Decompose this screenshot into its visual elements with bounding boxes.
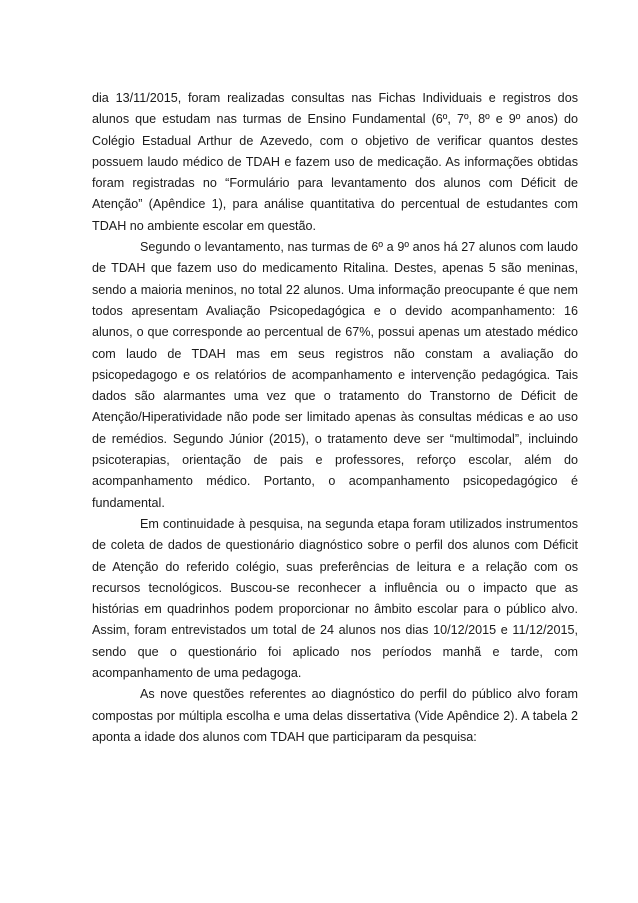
paragraph-4: As nove questões referentes ao diagnóstico do perfil do público alvo foram compostas por múltipla escolha e uma delas dissertativa (Vide Apêndice 2). A tabela 2 aponta a idade dos alunos com TDAH que participaram da pesquisa: xyxy=(92,687,578,744)
paragraph-1: dia 13/11/2015, foram realizadas consultas nas Fichas Individuais e registros dos alunos que estudam nas turmas de Ensino Fundamental (6º, 7º, 8º e 9º anos) do Colégio Estadual Arthur de Azevedo, com o objetivo de verificar quantos destes possuem laudo médico de TDAH e fazem uso de medicação. As informações obtidas foram registradas no “Formulário para levantamento dos alunos com Déficit de Atenção” (Apêndice 1), para análise quantitativa do percentual de estudantes com TDAH no ambiente escolar em questão. xyxy=(92,91,578,233)
document-page xyxy=(92,88,578,748)
paragraph-2: Segundo o levantamento, nas turmas de 6º a 9º anos há 27 alunos com laudo de TDAH que fazem uso do medicamento Ritalina. Destes, apenas 5 são meninas, sendo a maioria meninos, no total 22 alunos. Uma informação preocupante é que nem todos apresentam Avaliação Psicopedagógica e o devido acompanhamento: 16 alunos, o que corresponde ao percentual de 67%, possui apenas um atestado médico com laudo de TDAH mas em seus registros não constam a avaliação do psicopedagogo e os relatórios de acompanhamento e intervenção pedagógica. Tais dados são alarmantes uma vez que o tratamento do Transtorno de Déficit de Atenção/Hiperatividade não pode ser limitado apenas às consultas médicas e ao uso de remédios. Segundo Júnior (2015), o tratamento deve ser “multimodal”, incluindo psicoterapias, orientação de pais e professores, reforço escolar, além do acompanhamento médico. Portanto, o acompanhamento psicopedagógico é fundamental. xyxy=(92,240,578,510)
paragraph-3: Em continuidade à pesquisa, na segunda etapa foram utilizados instrumentos de coleta de dados de questionário diagnóstico sobre o perfil dos alunos com Déficit de Atenção do referido colégio, suas preferências de leitura e a relação com os recursos tecnológicos. Buscou-se reconhecer a influência ou o impacto que as histórias em quadrinhos podem proporcionar no âmbito escolar para o público alvo. Assim, foram entrevistados um total de 24 alunos nos dias 10/12/2015 e 11/12/2015, sendo que o questionário foi aplicado nos períodos manhã e tarde, com acompanhamento de uma pedagoga. xyxy=(92,516,578,681)
